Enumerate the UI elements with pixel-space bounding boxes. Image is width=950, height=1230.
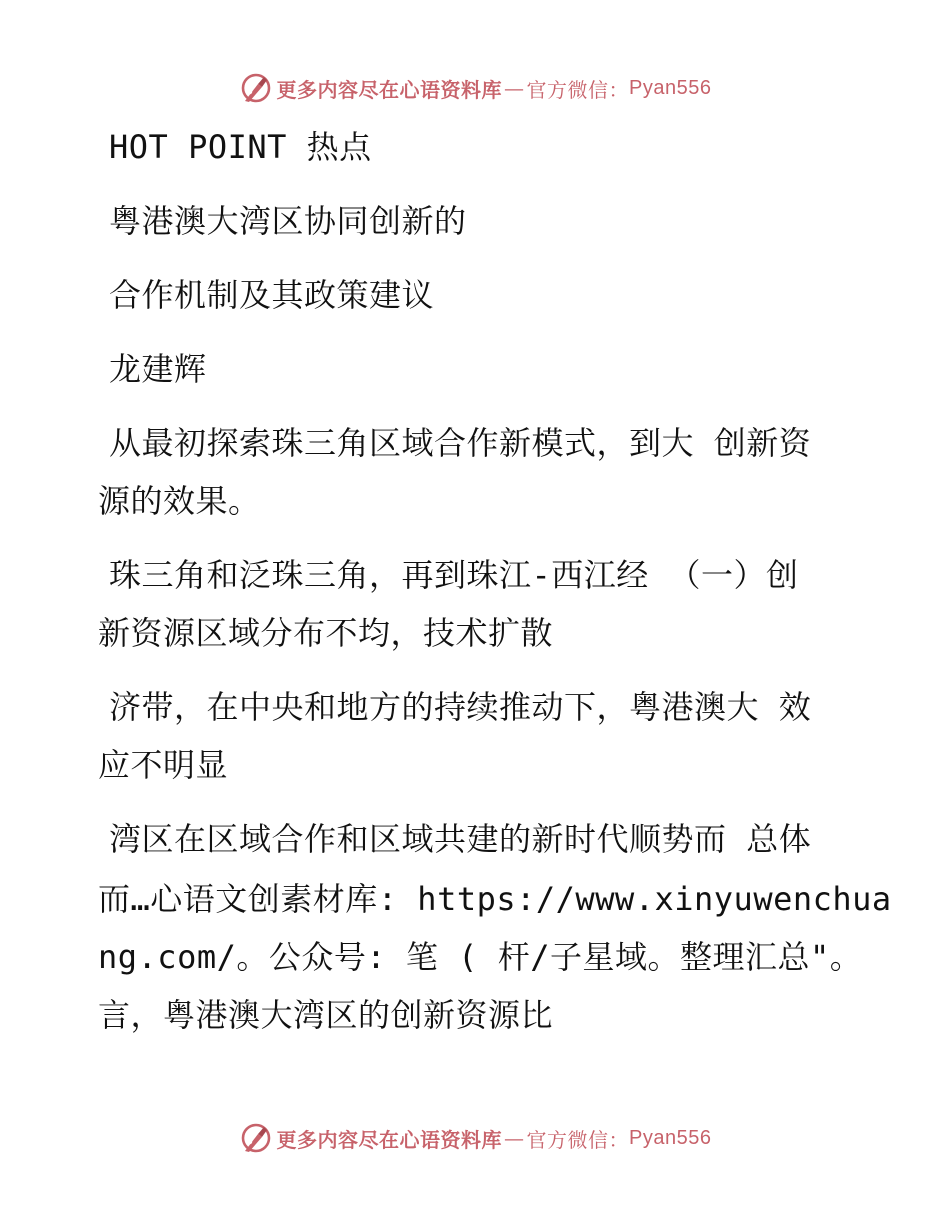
paragraph-line: ng.com/。公众号: 笔 ( 杆/子星域。整理汇总"。 xyxy=(98,938,863,976)
paragraph-line: 济带，在中央和地方的持续推动下，粤港澳大 效 xyxy=(109,688,812,726)
watermark-banner-top xyxy=(0,68,950,108)
paragraph-line: 新资源区域分布不均，技术扩散 xyxy=(98,614,554,652)
paragraph-line: 言，粤港澳大湾区的创新资源比 xyxy=(98,996,554,1034)
paragraph-line: 珠三角和泛珠三角，再到珠江-西江经 （一）创 xyxy=(109,556,799,594)
title-line-1: 粤港澳大湾区协同创新的 xyxy=(109,202,467,240)
pen-circle-logo-icon xyxy=(239,71,273,105)
title-line-2: 合作机制及其政策建议 xyxy=(109,276,435,314)
watermark-wechat-label: 官方微信： xyxy=(526,1127,630,1152)
section-tag: HOT POINT 热点 xyxy=(109,128,372,166)
watermark-wechat-id: Pyan556 xyxy=(629,1126,712,1149)
watermark-wechat-label: 官方微信： xyxy=(526,77,630,102)
watermark-brand: 更多内容尽在心语资料库 xyxy=(276,1127,503,1152)
paragraph-line: 而…心语文创素材库: https://www.xinyuwenchua xyxy=(98,880,892,918)
watermark-separator: — xyxy=(504,1126,525,1150)
paragraph-line: 湾区在区域合作和区域共建的新时代顺势而 总体 xyxy=(109,820,812,858)
watermark-brand: 更多内容尽在心语资料库 xyxy=(276,77,503,102)
watermark-wechat-id: Pyan556 xyxy=(629,76,712,99)
paragraph-line: 源的效果。 xyxy=(98,482,261,520)
watermark-separator: — xyxy=(504,76,525,100)
paragraph-line: 应不明显 xyxy=(98,746,229,784)
author-name: 龙建辉 xyxy=(109,350,207,388)
watermark-banner-bottom xyxy=(0,1118,950,1158)
pen-circle-logo-icon xyxy=(239,1121,273,1155)
paragraph-line: 从最初探索珠三角区域合作新模式，到大 创新资 xyxy=(109,424,812,462)
